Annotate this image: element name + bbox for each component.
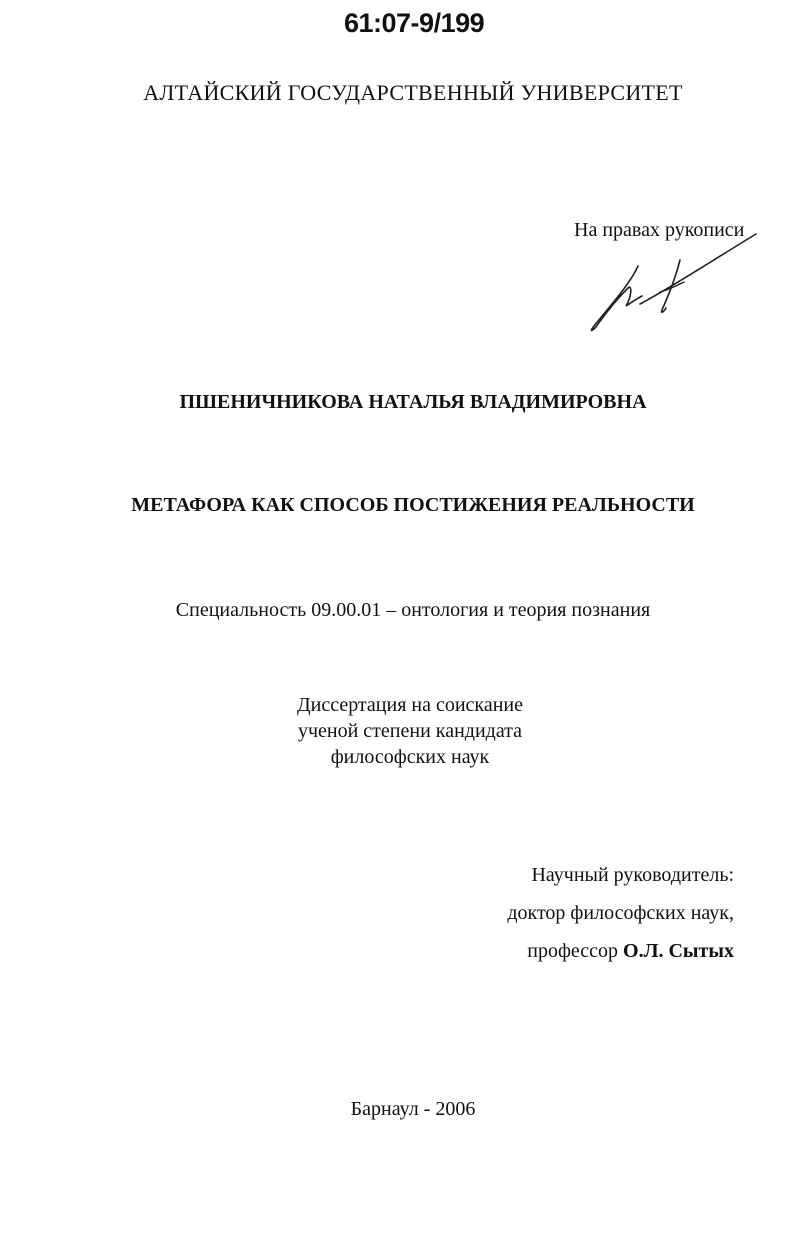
author-name: ПШЕНИЧНИКОВА НАТАЛЬЯ ВЛАДИМИРОВНА — [179, 391, 647, 413]
library-stamp: 61:07-9/199 — [344, 8, 485, 38]
dissertation-title: МЕТАФОРА КАК СПОСОБ ПОСТИЖЕНИЯ РЕАЛЬНОСТИ — [131, 494, 695, 516]
scientific-advisor — [507, 856, 734, 970]
advisor-label: Научный руководитель: — [531, 864, 734, 886]
university-name: АЛТАЙСКИЙ ГОСУДАРСТВЕННЫЙ УНИВЕРСИТЕТ — [143, 80, 683, 105]
specialty-line: Специальность 09.00.01 – онтология и теория познания — [175, 599, 651, 621]
advisor-title-line — [507, 932, 734, 970]
city-year: Барнаул - 2006 — [350, 1098, 476, 1120]
advisor-degree: доктор философских наук, — [507, 902, 734, 924]
handwritten-signature — [580, 226, 760, 336]
advisor-rank: профессор — [527, 940, 624, 962]
degree-line: ученой степени кандидата — [297, 720, 523, 742]
degree-line: философских наук — [330, 746, 490, 768]
degree-statement — [250, 692, 570, 770]
advisor-name: О.Л. Сытых — [623, 940, 734, 962]
degree-line: Диссертация на соискание — [296, 694, 524, 716]
manuscript-rights-label: На правах рукописи — [574, 219, 745, 241]
